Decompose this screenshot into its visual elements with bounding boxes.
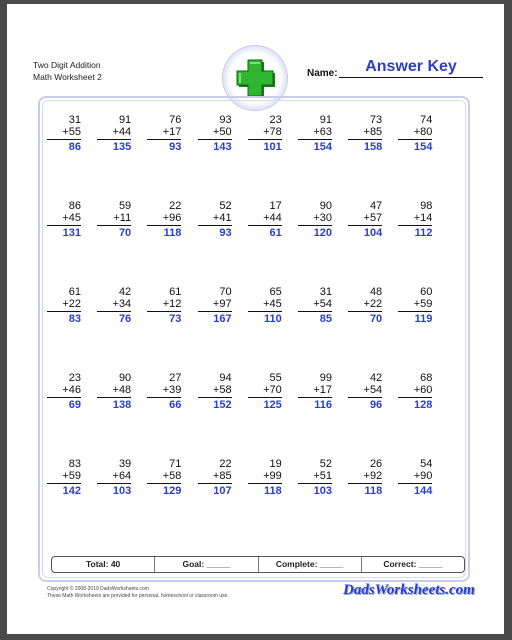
sum-rule (398, 225, 432, 226)
addition-problem (298, 286, 332, 326)
addend-top: 48 (369, 286, 383, 298)
addend-top: 55 (269, 372, 282, 384)
answer-value: 158 (363, 141, 383, 153)
addend-bottom: +80 (413, 126, 433, 138)
addend-bottom: +59 (62, 470, 81, 482)
answer-value: 135 (112, 141, 132, 153)
dadsworksheets-logo: DadsWorksheets.com (343, 582, 475, 598)
answer-value: 143 (213, 141, 232, 153)
answer-value: 125 (263, 399, 282, 411)
addition-problem (97, 114, 131, 154)
addend-top: 26 (369, 458, 383, 470)
answer-value: 104 (363, 227, 383, 239)
addition-problem (97, 458, 131, 498)
addend-bottom: +48 (112, 384, 132, 396)
answer-value: 129 (163, 485, 182, 497)
answer-value: 93 (169, 141, 182, 153)
addend-top: 61 (68, 286, 81, 298)
sum-rule (97, 483, 131, 484)
addend-bottom: +51 (313, 470, 332, 482)
sum-rule (47, 483, 81, 484)
addend-top: 60 (420, 286, 433, 298)
sum-rule (398, 311, 432, 312)
sum-rule (348, 139, 382, 140)
addition-problem (248, 458, 282, 498)
complete-field: Complete: _____ (259, 557, 362, 572)
addend-bottom: +44 (112, 126, 132, 138)
sum-rule (298, 139, 332, 140)
sum-rule (147, 139, 181, 140)
addend-top: 59 (118, 200, 132, 212)
addition-problem (348, 286, 382, 326)
addend-top: 99 (319, 372, 332, 384)
addend-bottom: +99 (263, 470, 282, 482)
sum-rule (97, 225, 131, 226)
addend-top: 31 (68, 114, 81, 126)
answer-value: 86 (68, 141, 81, 153)
sum-rule (47, 139, 81, 140)
addend-top: 93 (219, 114, 232, 126)
addition-problem (97, 200, 131, 240)
sum-rule (147, 311, 181, 312)
addition-problem (248, 114, 282, 154)
addend-top: 22 (169, 200, 182, 212)
copyright-line: Copyright © 2008-2019 DadsWorksheets.com (47, 586, 149, 592)
sum-rule (248, 397, 282, 398)
sum-rule (248, 225, 282, 226)
total-count: Total: 40 (52, 557, 155, 572)
addend-top: 71 (169, 458, 182, 470)
answer-value: 118 (264, 485, 282, 497)
addition-problem (398, 200, 432, 240)
addition-problem (198, 200, 232, 240)
addition-problem (198, 114, 232, 154)
addition-problem (298, 200, 332, 240)
addend-bottom: +58 (162, 470, 182, 482)
problem-frame-inner (42, 100, 466, 578)
addend-top: 91 (118, 114, 132, 126)
addend-top: 54 (420, 458, 433, 470)
addition-problem (248, 372, 282, 412)
sum-rule (298, 311, 332, 312)
addend-top: 47 (369, 200, 383, 212)
addend-bottom: +97 (212, 298, 232, 310)
addend-top: 42 (369, 372, 383, 384)
addend-bottom: +30 (313, 212, 332, 224)
answer-value: 110 (264, 313, 282, 325)
addend-top: 39 (118, 458, 132, 470)
addend-top: 98 (420, 200, 433, 212)
sum-rule (398, 139, 432, 140)
sum-rule (248, 139, 282, 140)
answer-value: 70 (118, 227, 132, 239)
sum-rule (97, 397, 131, 398)
sum-rule (348, 311, 382, 312)
sum-rule (198, 483, 232, 484)
addend-top: 70 (219, 286, 232, 298)
sum-rule (147, 483, 181, 484)
addition-problem (348, 372, 382, 412)
sum-rule (298, 225, 332, 226)
addend-bottom: +34 (112, 298, 132, 310)
sum-rule (198, 139, 232, 140)
addition-problem (248, 286, 282, 326)
answer-value: 138 (112, 399, 132, 411)
addition-problem (47, 372, 81, 412)
answer-value: 96 (369, 399, 383, 411)
addend-top: 31 (319, 286, 332, 298)
answer-value: 144 (414, 485, 433, 497)
addition-problem (47, 200, 81, 240)
addition-problem (147, 200, 181, 240)
addend-bottom: +60 (413, 384, 433, 396)
worksheet-subtitle: Math Worksheet 2 (33, 72, 102, 82)
addend-bottom: +17 (162, 126, 182, 138)
sum-rule (97, 139, 131, 140)
sum-rule (298, 397, 332, 398)
addition-problem (298, 372, 332, 412)
addend-bottom: +17 (313, 384, 332, 396)
addend-top: 27 (169, 372, 182, 384)
addend-top: 23 (269, 114, 282, 126)
sum-rule (147, 397, 181, 398)
addend-top: 65 (269, 286, 282, 298)
addition-problem (398, 114, 432, 154)
answer-value: 103 (313, 485, 332, 497)
sum-rule (298, 483, 332, 484)
answer-key-title: Answer Key (365, 58, 457, 75)
answer-value: 61 (269, 227, 282, 239)
answer-value: 128 (414, 399, 433, 411)
addend-bottom: +41 (212, 212, 232, 224)
addend-top: 23 (68, 372, 81, 384)
addend-top: 61 (169, 286, 182, 298)
addend-bottom: +78 (263, 126, 282, 138)
addition-problem (97, 372, 131, 412)
sum-rule (198, 397, 232, 398)
sum-rule (248, 311, 282, 312)
addend-bottom: +46 (62, 384, 81, 396)
addend-bottom: +45 (263, 298, 282, 310)
addend-bottom: +50 (212, 126, 232, 138)
answer-value: 116 (314, 399, 332, 411)
answer-value: 152 (213, 399, 232, 411)
addend-bottom: +92 (363, 470, 383, 482)
addend-top: 76 (169, 114, 182, 126)
answer-value: 85 (319, 313, 332, 325)
addition-problem (348, 114, 382, 154)
addend-top: 52 (319, 458, 332, 470)
answer-value: 131 (62, 227, 81, 239)
addend-bottom: +70 (263, 384, 282, 396)
addition-problem (147, 114, 181, 154)
name-label: Name: (307, 68, 338, 79)
sum-rule (198, 311, 232, 312)
addend-bottom: +59 (413, 298, 433, 310)
sum-rule (47, 397, 81, 398)
addition-problem (147, 372, 181, 412)
answer-value: 69 (68, 399, 81, 411)
sum-rule (348, 397, 382, 398)
sum-rule (248, 483, 282, 484)
answer-value: 154 (313, 141, 332, 153)
addition-problem (147, 286, 181, 326)
addend-bottom: +22 (363, 298, 383, 310)
addend-bottom: +57 (363, 212, 383, 224)
addend-bottom: +90 (413, 470, 433, 482)
addend-top: 91 (319, 114, 332, 126)
sum-rule (198, 225, 232, 226)
addition-problem (248, 200, 282, 240)
addend-top: 22 (219, 458, 232, 470)
addend-bottom: +39 (162, 384, 182, 396)
addend-top: 42 (118, 286, 132, 298)
addend-bottom: +63 (313, 126, 332, 138)
addend-bottom: +85 (212, 470, 232, 482)
sum-rule (47, 311, 81, 312)
sum-rule (398, 397, 432, 398)
addition-problem (398, 458, 432, 498)
answer-value: 83 (68, 313, 81, 325)
addend-top: 94 (219, 372, 232, 384)
addition-problem (198, 286, 232, 326)
addition-problem (147, 458, 181, 498)
score-bar (51, 556, 465, 573)
answer-value: 107 (213, 485, 232, 497)
addition-problem (298, 114, 332, 154)
addition-problem (398, 372, 432, 412)
addend-top: 83 (68, 458, 81, 470)
addend-bottom: +64 (112, 470, 132, 482)
answer-value: 93 (219, 227, 232, 239)
usage-note: These Math Worksheets are provided for personal, homeschool or classroom use. (47, 593, 229, 599)
addition-problem (348, 200, 382, 240)
name-line (339, 77, 483, 78)
answer-value: 112 (414, 227, 433, 239)
goal-field: Goal: _____ (155, 557, 258, 572)
addend-bottom: +54 (363, 384, 383, 396)
answer-value: 66 (169, 399, 182, 411)
answer-value: 142 (62, 485, 81, 497)
answer-value: 167 (213, 313, 232, 325)
sum-rule (348, 483, 382, 484)
addend-top: 86 (68, 200, 81, 212)
addition-problem (198, 458, 232, 498)
correct-field: Correct: _____ (383, 559, 443, 569)
addend-top: 73 (369, 114, 383, 126)
answer-value: 103 (112, 485, 132, 497)
addend-bottom: +54 (313, 298, 332, 310)
addition-problem (47, 114, 81, 154)
addend-top: 17 (269, 200, 282, 212)
addition-problem (298, 458, 332, 498)
sum-rule (147, 225, 181, 226)
addition-problem (348, 458, 382, 498)
addend-top: 90 (319, 200, 332, 212)
addend-top: 68 (420, 372, 433, 384)
addend-top: 52 (219, 200, 232, 212)
sum-rule (398, 483, 432, 484)
answer-value: 101 (263, 141, 282, 153)
answer-value: 118 (163, 227, 182, 239)
addition-problem (47, 458, 81, 498)
sum-rule (97, 311, 131, 312)
answer-value: 76 (118, 313, 132, 325)
addend-bottom: +14 (413, 212, 433, 224)
worksheet-title: Two Digit Addition (33, 60, 101, 70)
addend-top: 74 (420, 114, 433, 126)
addition-problem (97, 286, 131, 326)
answer-value: 73 (169, 313, 182, 325)
addition-problem (198, 372, 232, 412)
addition-problem (47, 286, 81, 326)
sum-rule (47, 225, 81, 226)
addend-bottom: +44 (263, 212, 282, 224)
addend-bottom: +12 (162, 298, 182, 310)
addend-bottom: +96 (162, 212, 182, 224)
addition-problem (398, 286, 432, 326)
answer-value: 118 (364, 485, 383, 497)
addend-bottom: +55 (62, 126, 81, 138)
worksheet-page (7, 4, 504, 634)
addend-bottom: +58 (212, 384, 232, 396)
addend-bottom: +11 (113, 212, 132, 224)
answer-value: 120 (313, 227, 332, 239)
addend-top: 90 (118, 372, 132, 384)
addend-top: 19 (269, 458, 282, 470)
answer-value: 70 (369, 313, 383, 325)
addend-bottom: +45 (62, 212, 81, 224)
addend-bottom: +22 (62, 298, 81, 310)
sum-rule (348, 225, 382, 226)
addend-bottom: +85 (363, 126, 383, 138)
answer-value: 154 (414, 141, 433, 153)
answer-value: 119 (414, 313, 433, 325)
